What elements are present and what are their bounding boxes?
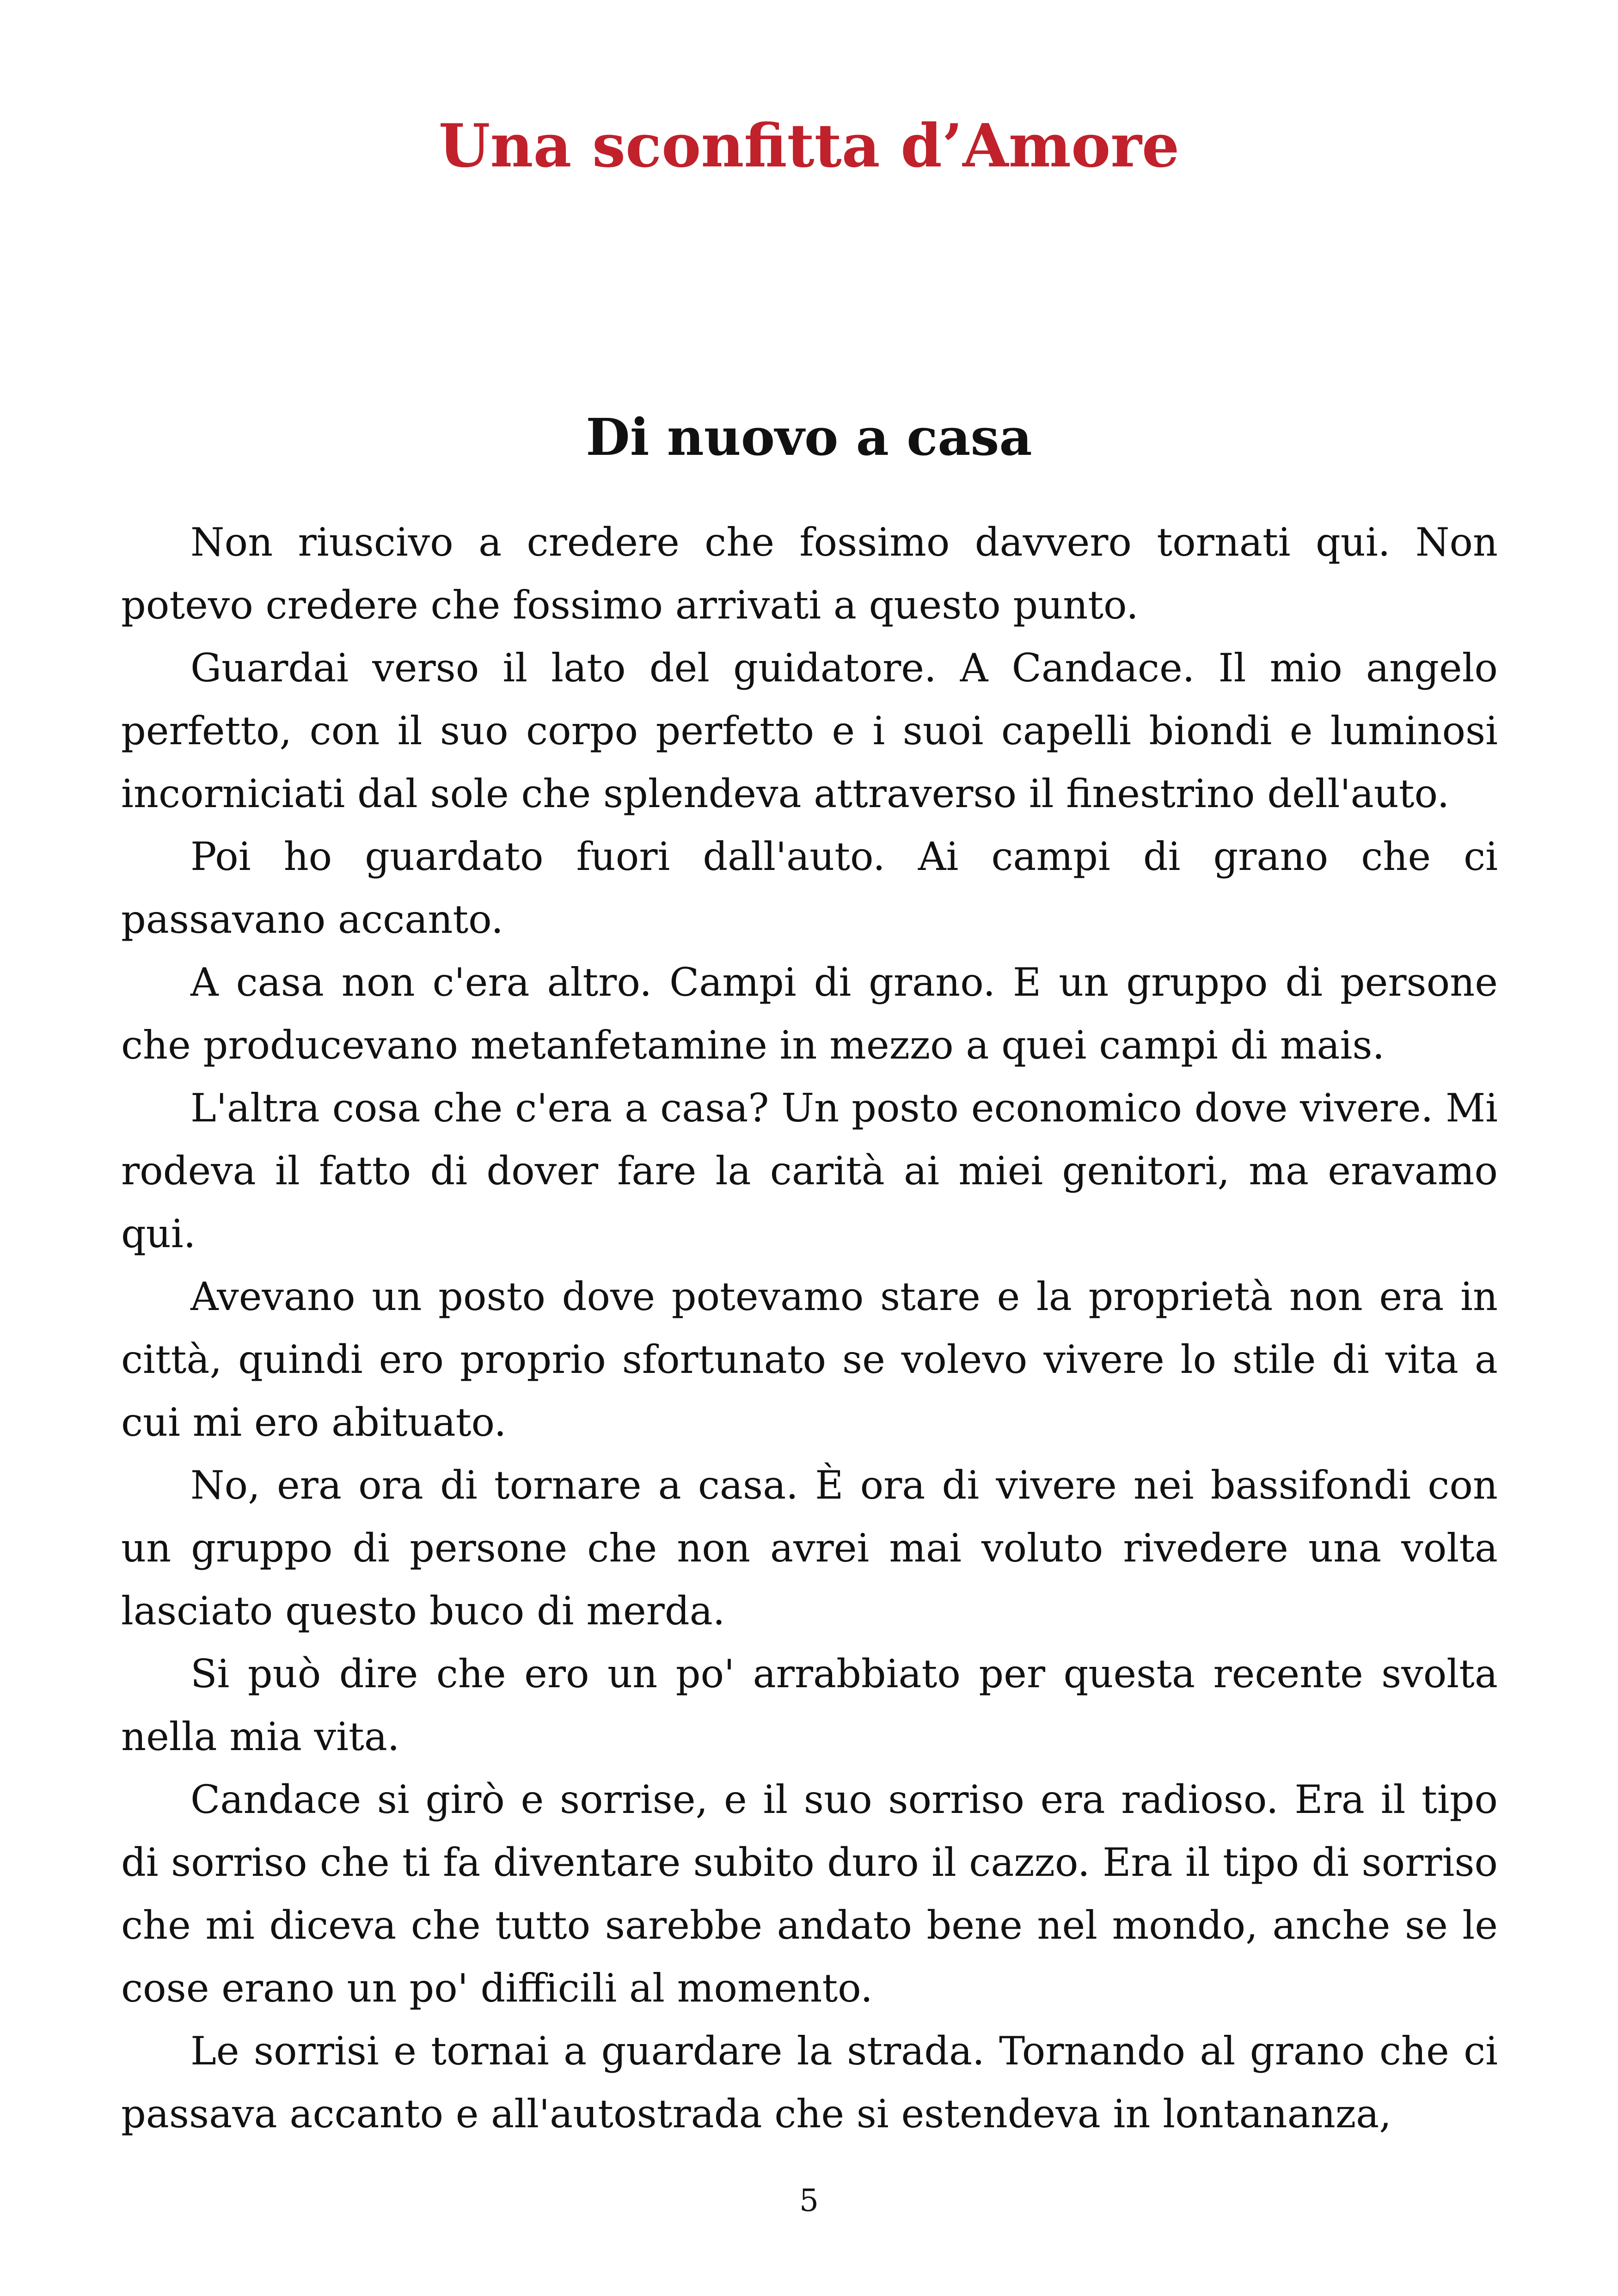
chapter-title: Di nuovo a casa bbox=[586, 407, 1032, 467]
paragraph: Poi ho guardato fuori dall'auto. Ai campi di grano che ci passavano accanto. bbox=[121, 834, 1498, 942]
paragraph: Si può dire che ero un po' arrabbiato per questa recente svolta nella mia vita. bbox=[121, 1651, 1498, 1759]
paragraph: No, era ora di tornare a casa. È ora di vivere nei bassifondi con un gruppo di persone che non avrei mai voluto rivedere una volta lasciato questo buco di merda. bbox=[121, 1463, 1498, 1634]
paragraph: Le sorrisi e tornai a guardare la strada. Tornando al grano che ci passava accanto e all'autostrada che si estendeva in lontananza, bbox=[121, 2028, 1498, 2137]
chapter-body bbox=[121, 511, 1498, 2145]
paragraph: L'altra cosa che c'era a casa? Un posto economico dove vivere. Mi rodeva il fatto di dover fare la carità ai miei genitori, ma eravamo qui. bbox=[121, 1085, 1498, 1256]
paragraph: Non riuscivo a credere che fossimo davvero tornati qui. Non potevo credere che fossimo arrivati a questo punto. bbox=[121, 520, 1498, 628]
paragraph: A casa non c'era altro. Campi di grano. E un gruppo di persone che producevano metanfetamine in mezzo a quei campi di mais. bbox=[121, 960, 1498, 1068]
book-title: Una sconfitta d’Amore bbox=[438, 111, 1180, 181]
paragraph: Avevano un posto dove potevamo stare e la proprietà non era in città, quindi ero proprio sfortunato se volevo vivere lo stile di vita a cui mi ero abituato. bbox=[121, 1274, 1498, 1445]
paragraph: Guardai verso il lato del guidatore. A Candace. Il mio angelo perfetto, con il suo corpo perfetto e i suoi capelli biondi e luminosi incorniciati dal sole che splendeva attraverso il finestrino dell'auto. bbox=[121, 645, 1498, 816]
page-number: 5 bbox=[799, 2183, 819, 2218]
paragraph: Candace si girò e sorrise, e il suo sorriso era radioso. Era il tipo di sorriso che ti fa diventare subito duro il cazzo. Era il tipo di sorriso che mi diceva che tutto sarebbe andato bene nel mondo, anche se le cose erano un po' difficili al momento. bbox=[121, 1777, 1498, 2011]
